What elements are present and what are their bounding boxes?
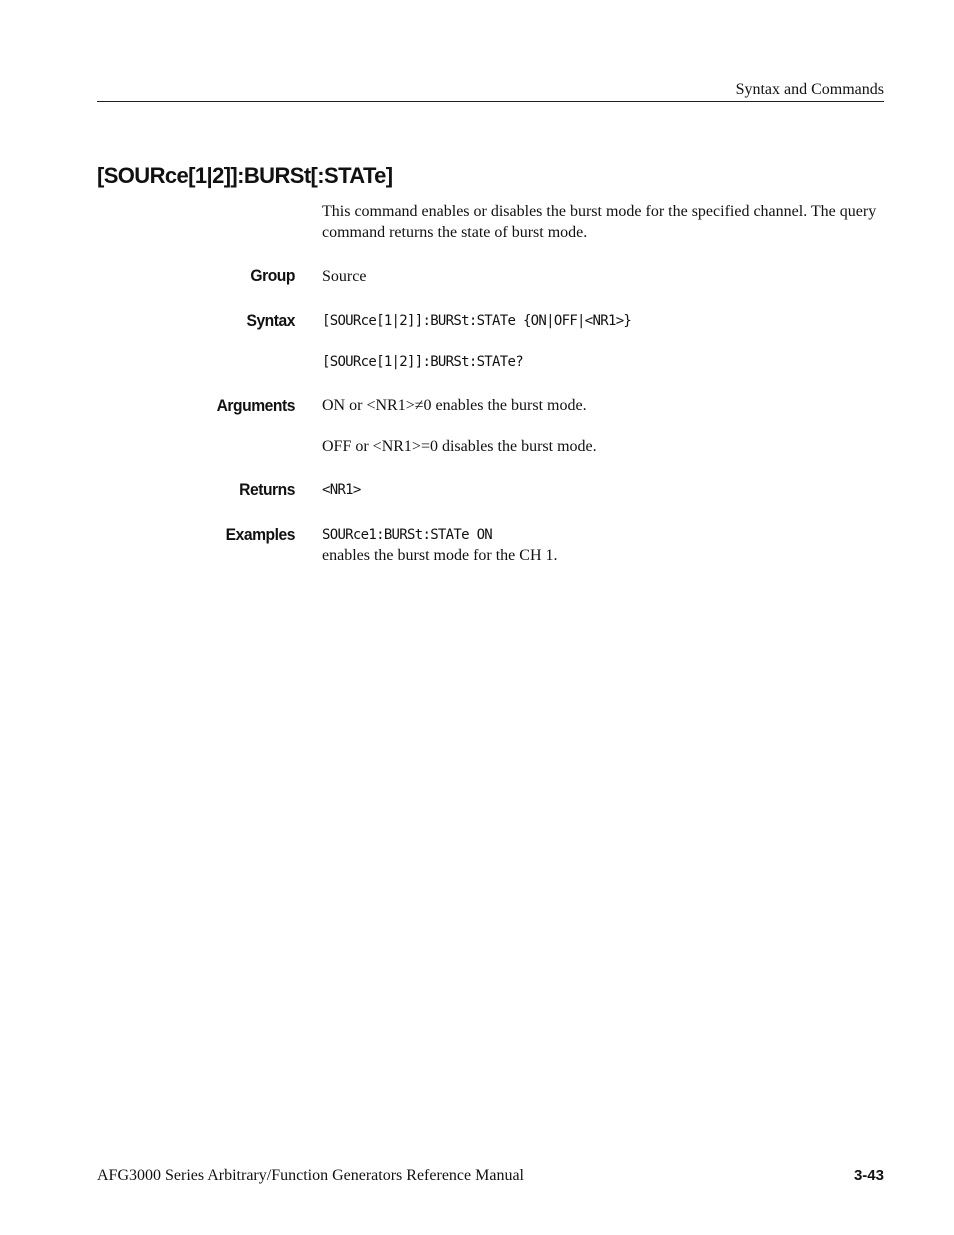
- page-number: 3-43: [853, 1167, 884, 1184]
- arguments-label: Arguments: [216, 396, 295, 415]
- argument-off: OFF or <NR1>=0 disables the burst mode.: [322, 438, 597, 455]
- returns-label: Returns: [239, 480, 295, 499]
- command-title: [SOURce[1|2]]:BURSt[:STATe]: [97, 163, 393, 188]
- running-header: Syntax and Commands: [735, 81, 884, 98]
- examples-label: Examples: [225, 525, 295, 544]
- syntax-set-command: [SOURce[1|2]]:BURSt:STATe {ON|OFF|<NR1>}: [322, 313, 632, 329]
- example-code: SOURce1:BURSt:STATe ON: [322, 527, 493, 543]
- syntax-query-command: [SOURce[1|2]]:BURSt:STATe?: [322, 354, 523, 370]
- group-value: Source: [322, 268, 367, 285]
- command-description: This command enables or disables the burst mode for the specified channel. The query command returns the state of burst mode.: [322, 203, 877, 241]
- example-explanation: enables the burst mode for the CH 1.: [322, 547, 558, 564]
- footer-manual-title: AFG3000 Series Arbitrary/Function Generators Reference Manual: [97, 1167, 524, 1184]
- returns-value: <NR1>: [322, 482, 361, 498]
- syntax-label: Syntax: [246, 311, 295, 330]
- header-rule: [97, 101, 884, 102]
- argument-on: ON or <NR1>≠0 enables the burst mode.: [322, 397, 587, 414]
- group-label: Group: [250, 266, 295, 285]
